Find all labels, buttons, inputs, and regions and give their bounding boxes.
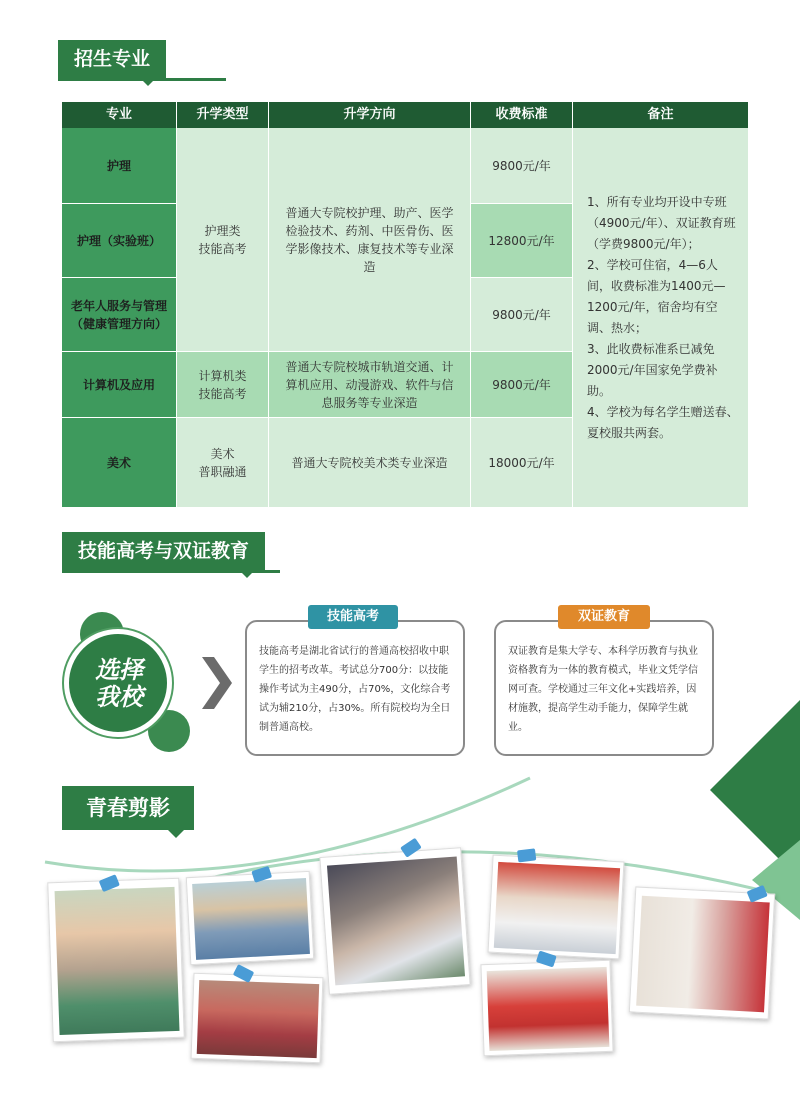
table-cell-fee: 9800元/年 bbox=[471, 352, 573, 418]
table-cell-direction: 普通大专院校城市轨道交通、计算机应用、动漫游戏、软件与信息服务等专业深造 bbox=[269, 352, 471, 418]
table-cell-major: 护理 bbox=[62, 128, 177, 204]
note-item: 2、学校可住宿，4—6人间，收费标准为1400元—1200元/年，宿舍均有空调、热水； bbox=[587, 257, 726, 335]
admissions-table bbox=[62, 102, 748, 508]
header-fee: 收费标准 bbox=[471, 102, 573, 128]
photo-basketball bbox=[47, 878, 185, 1043]
slogan-line: 我校 bbox=[95, 682, 143, 711]
table-cell-fee: 9800元/年 bbox=[471, 278, 573, 352]
photo-nursing bbox=[488, 855, 625, 960]
table-cell-fee: 12800元/年 bbox=[471, 204, 573, 278]
photo-exercise bbox=[191, 973, 324, 1063]
table-cell-fee: 9800元/年 bbox=[471, 128, 573, 204]
card-skills-exam bbox=[245, 620, 465, 756]
card-text: 技能高考是湖北省试行的普通高校招收中职学生的招考改革。考试总分700分：以技能操作考试为主490分，占70%，文化综合考试为辅210分，占30%。所有院校均为全日制普通高校。 bbox=[259, 646, 451, 733]
note-item: 3、此收费标准系已减免2000元/年国家免学费补助。 bbox=[587, 341, 718, 398]
table-header-row bbox=[62, 102, 748, 128]
photo-guzheng bbox=[629, 886, 775, 1019]
slogan-text bbox=[74, 656, 164, 710]
note-item: 4、学校为每名学生赠送春、夏校服共两套。 bbox=[587, 404, 739, 440]
table-cell-major: 美术 bbox=[62, 418, 177, 508]
table-cell-major: 老年人服务与管理（健康管理方向） bbox=[62, 278, 177, 352]
clip-icon bbox=[233, 964, 254, 983]
header-type: 升学类型 bbox=[177, 102, 269, 128]
section-title-text: 技能高考与双证教育 bbox=[78, 540, 250, 562]
header-major: 专业 bbox=[62, 102, 177, 128]
section-title-text: 青春剪影 bbox=[86, 796, 170, 820]
clip-icon bbox=[517, 848, 536, 862]
section-title-text: 招生专业 bbox=[74, 48, 151, 70]
chevron-right-icon bbox=[202, 657, 232, 709]
table-cell-direction: 普通大专院校美术类专业深造 bbox=[269, 418, 471, 508]
table-cell-type: 计算机类 技能高考 bbox=[177, 352, 269, 418]
table-cell-notes bbox=[573, 128, 748, 508]
section-underline bbox=[58, 78, 226, 81]
header-direction: 升学方向 bbox=[269, 102, 471, 128]
table-cell-type: 美术 普职融通 bbox=[177, 418, 269, 508]
photo-group bbox=[480, 960, 613, 1056]
table-cell-major: 护理（实验班） bbox=[62, 204, 177, 278]
note-item: 1、所有专业均开设中专班（4900元/年）、双证教育班（学费9800元/年）； bbox=[587, 194, 736, 251]
photo-sports-field bbox=[186, 871, 314, 965]
section-title-skills bbox=[62, 532, 265, 570]
card-dual-cert bbox=[494, 620, 714, 756]
section-underline bbox=[62, 570, 280, 573]
card-label-dual: 双证教育 bbox=[558, 605, 650, 629]
photo-classroom bbox=[319, 847, 470, 995]
table-cell-type: 护理类 技能高考 bbox=[177, 128, 269, 352]
header-notes: 备注 bbox=[647, 107, 674, 122]
slogan-line: 选择 bbox=[95, 655, 143, 684]
card-text: 双证教育是集大学专、本科学历教育与执业资格教育为一体的教育模式，毕业文凭学信网可查。学校通过三年文化+实践培养，因材施教，提高学生动手能力，保障学生就业。 bbox=[508, 646, 698, 733]
table-cell-major: 计算机及应用 bbox=[62, 352, 177, 418]
table-cell-direction: 普通大专院校护理、助产、医学检验技术、药剂、中医骨伤、医学影像技术、康复技术等专业深造 bbox=[269, 128, 471, 352]
table-cell-fee: 18000元/年 bbox=[471, 418, 573, 508]
card-label-skills: 技能高考 bbox=[308, 605, 398, 629]
section-title-admissions bbox=[58, 40, 166, 78]
